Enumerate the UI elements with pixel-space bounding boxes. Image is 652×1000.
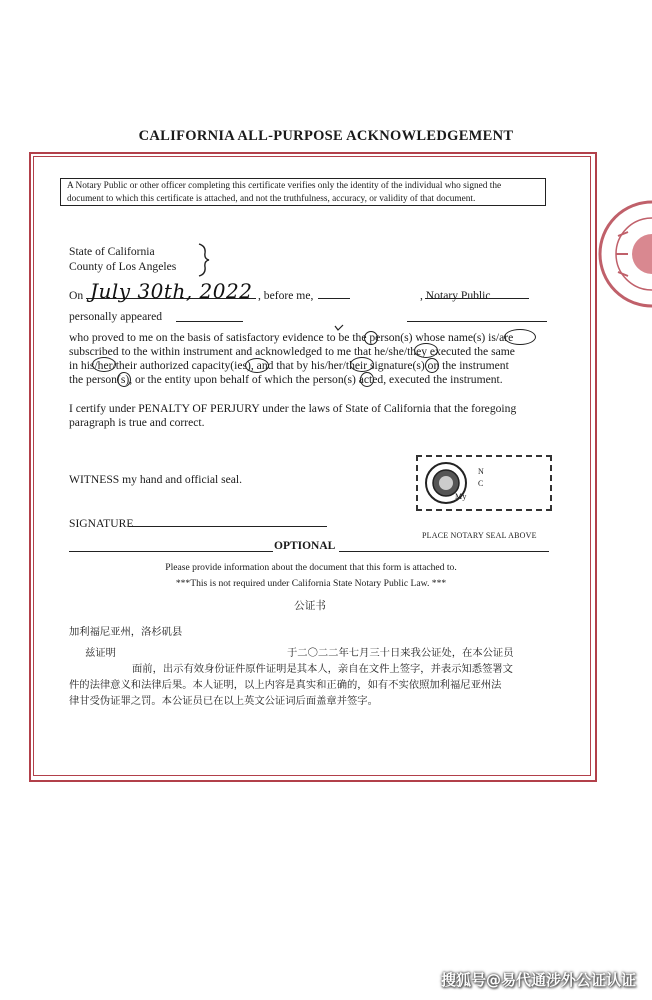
watermark: 搜狐号@易代通涉外公证认证	[440, 971, 636, 989]
officer-name-line	[318, 298, 350, 299]
notary-title: , Notary Public	[420, 289, 491, 302]
chinese-line-1: 于二〇二二年七月三十日来我公证处，在本公证员	[287, 647, 514, 659]
body-line-2: subscribed to the within instrument and acknowledged to me that he/she/they executed the same	[69, 345, 515, 358]
circle-mark-icon	[245, 358, 269, 373]
on-label: On	[69, 289, 84, 302]
optional-info: Please provide information about the document that this form is attached to.	[165, 562, 457, 573]
circle-mark-icon	[360, 372, 374, 387]
seal-text-1: N	[478, 467, 484, 476]
chinese-title: 公证书	[294, 600, 326, 612]
venue-state: State of California	[69, 245, 155, 258]
circle-mark-icon	[92, 357, 116, 372]
date-handwritten: July 30th, 2022	[90, 279, 253, 303]
chinese-certify-label: 兹证明	[85, 647, 116, 659]
circle-mark-icon	[117, 372, 131, 387]
chinese-line-3: 件的法律意义和法律后果。本人证明，以上内容是真实和正确的，如有不实依照加利福尼亚州法	[69, 679, 502, 691]
body-line-4: the person(s), or the entity upon behalf of which the person(s) acted, executed the instrument.	[69, 373, 503, 386]
witness-statement: WITNESS my hand and official seal.	[69, 473, 243, 486]
signer-name-line-2	[407, 321, 547, 322]
circle-mark-icon	[414, 343, 438, 358]
chinese-venue: 加利福尼亚州，洛杉矶县	[69, 626, 183, 638]
circle-mark-icon	[364, 331, 378, 345]
body-line-1: who proved to me on the basis of satisfactory evidence to be the person(s) whose name(s) is/are	[69, 331, 514, 344]
notary-seal-box	[416, 455, 552, 511]
venue-brace-icon	[197, 242, 211, 278]
red-stamp-icon	[598, 196, 652, 312]
signature-line	[129, 526, 327, 527]
signer-name-line	[176, 321, 243, 322]
notary-title-line	[425, 298, 529, 299]
optional-label: OPTIONAL	[274, 540, 336, 552]
seal-text-2: C	[478, 479, 484, 488]
notice-box: A Notary Public or other officer completing this certificate verifies only the identity of the individual who signed the document to which this certificate is attached, and not the truthfulness, accuracy, or validity of that document.	[60, 178, 546, 206]
check-mark-icon	[334, 324, 344, 332]
circle-mark-icon	[350, 357, 374, 372]
optional-note: ***This is not required under California State Notary Public Law. ***	[175, 578, 447, 589]
before-me-label: , before me,	[258, 289, 314, 302]
body-line-3: in his/her/their authorized capacity(ies), and that by his/her/their signature(s) on the instrument	[69, 359, 509, 372]
chinese-line-4: 律甘受伪证罪之罚。本公证员已在以上英文公证词后面盖章并签字。	[69, 695, 378, 707]
seal-caption: PLACE NOTARY SEAL ABOVE	[422, 531, 537, 540]
chinese-line-2: 面前，出示有效身份证件原件证明是其本人，亲自在文件上签字，并表示知悉签署文	[132, 663, 513, 675]
circle-mark-icon	[504, 329, 536, 345]
circle-mark-icon	[425, 358, 439, 373]
optional-rule-right	[339, 551, 549, 552]
personally-appeared-label: personally appeared	[69, 310, 163, 323]
seal-text-3: My	[455, 492, 467, 501]
optional-rule-left	[69, 551, 273, 552]
document-title: CALIFORNIA ALL-PURPOSE ACKNOWLEDGEMENT	[138, 128, 514, 144]
venue-county: County of Los Angeles	[69, 260, 177, 273]
penalty-line-2: paragraph is true and correct.	[69, 416, 205, 429]
penalty-line-1: I certify under PENALTY OF PERJURY under the laws of State of California that the foregoing	[69, 402, 517, 415]
signature-label: SIGNATURE	[69, 517, 134, 530]
